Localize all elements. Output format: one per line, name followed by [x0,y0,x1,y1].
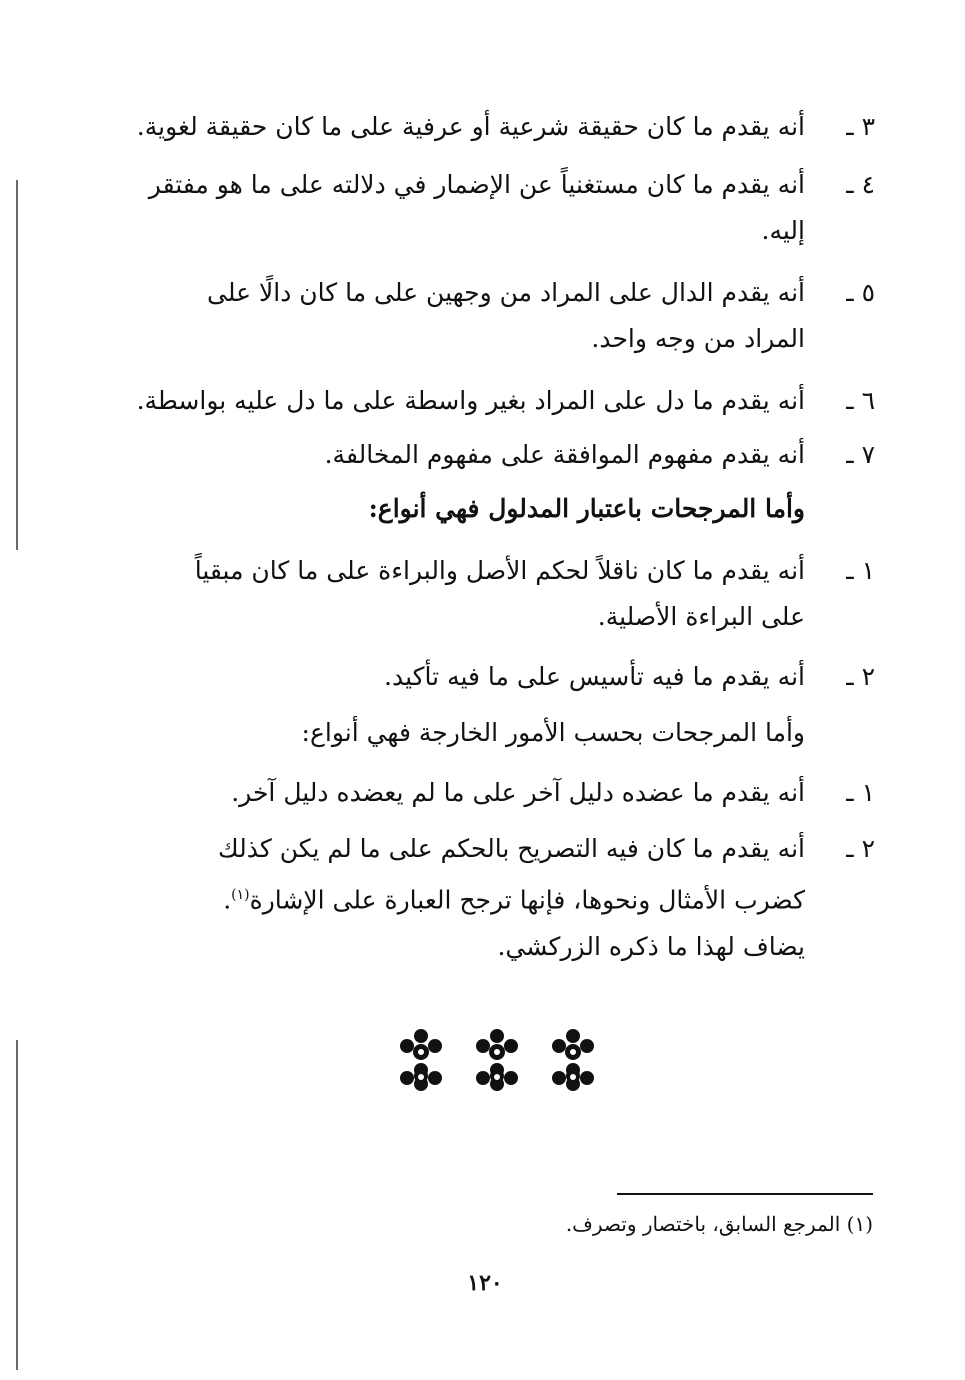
item-number: ٣ ـ [846,112,875,141]
item-text: أنه يقدم ما كان ناقلاً لحكم الأصل والبراءة على ما كان مبقياً [194,556,805,585]
list-item [100,158,875,266]
list-item [100,544,875,652]
closing-line: يضاف لهذا ما ذكره الزركشي. [497,932,805,961]
item-number: ١ ـ [846,556,875,585]
item-text-continued: المراد من وجه واحد. [591,324,805,353]
item-text: أنه يقدم ما فيه تأسيس على ما فيه تأكيد. [384,662,805,691]
item-text: أنه يقدم ما كان مستغنياً عن الإضمار في دلالته على ما هو مفتقر [148,170,805,199]
scan-edge-line [16,180,18,550]
item-text-continued: إليه. [761,216,805,245]
item-number: ١ ـ [846,778,875,807]
item-number: ٢ ـ [846,662,875,691]
section-heading: وأما المرجحات باعتبار المدلول فهي أنواع: [368,494,805,523]
list-item [100,766,875,820]
item-text: أنه يقدم ما دل على المراد بغير واسطة على ما دل عليه بواسطة. [136,386,805,415]
item-text: أنه يقدم الدال على المراد من وجهين على ما كان دالًا على [207,278,805,307]
list-item [100,374,875,428]
page-number: ١٢٠ [467,1270,503,1296]
flower-ornament-icon [468,1026,526,1092]
item-text-end: . [223,885,232,915]
list-item [100,266,875,374]
item-text: أنه يقدم ما عضده دليل آخر على ما لم يعضده دليل آخر. [231,778,805,807]
flower-ornament-icon [544,1026,602,1092]
footnote-separator [617,1193,873,1195]
footnote-marker: (١) [231,887,250,903]
item-text-line: كضرب الأمثال ونحوها، فإنها ترجح العبارة على الإشارة [249,885,805,915]
item-text: أنه يقدم مفهوم الموافقة على مفهوم المخالفة. [324,440,805,469]
list-item [100,428,875,482]
item-text: أنه يقدم ما كان فيه التصريح بالحكم على ما لم يكن كذلك [218,834,805,863]
item-text-continued [223,868,805,927]
list-item [100,100,875,154]
item-number: ٥ ـ [846,278,875,307]
scan-edge-line [16,1040,18,1370]
item-number: ٢ ـ [846,834,875,863]
list-item [100,650,875,704]
item-number: ٧ ـ [846,440,875,469]
item-text-continued: على البراءة الأصلية. [597,602,805,631]
list-item [100,822,875,930]
item-text: أنه يقدم ما كان حقيقة شرعية أو عرفية على ما كان حقيقة لغوية. [136,112,805,141]
item-number: ٤ ـ [846,170,875,199]
flower-ornament-icon [392,1026,450,1092]
footnote-text: (١) المرجع السابق، باختصار وتصرف. [565,1212,873,1236]
ornament-row [392,1026,602,1096]
section-heading: وأما المرجحات بحسب الأمور الخارجة فهي أنواع: [301,718,805,747]
item-number: ٦ ـ [846,386,875,415]
